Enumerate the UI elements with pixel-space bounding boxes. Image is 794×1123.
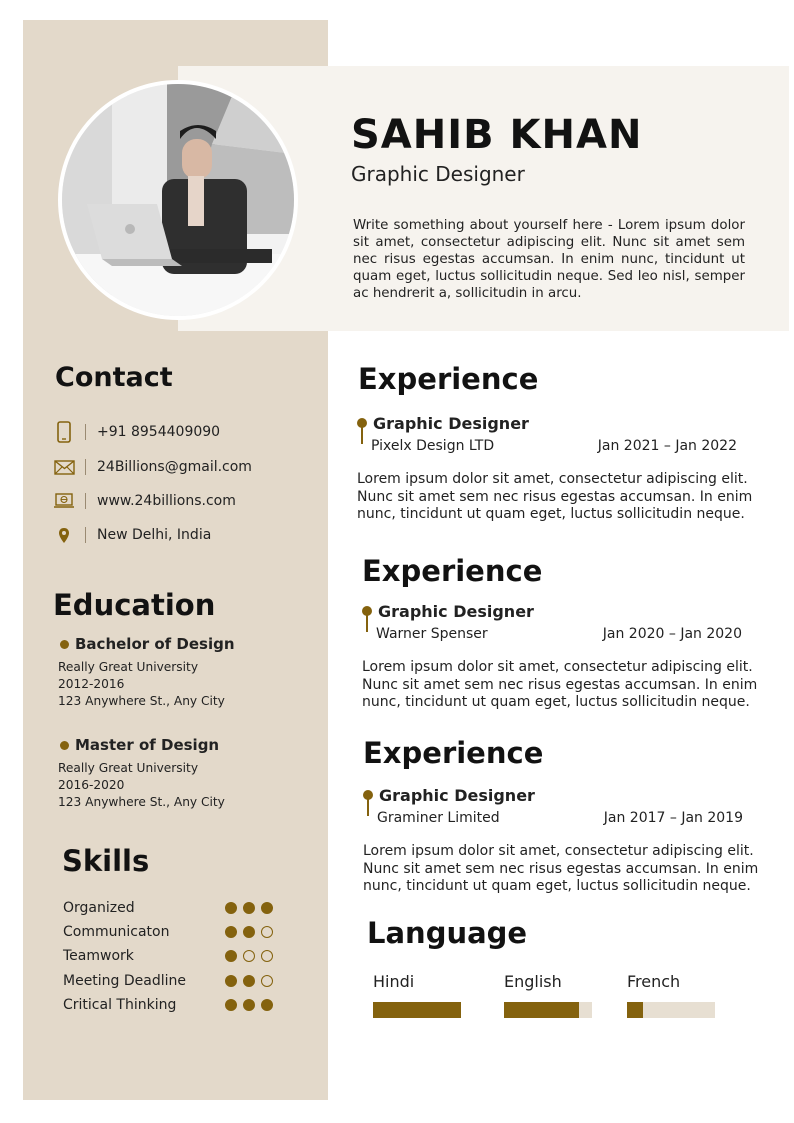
- skill-dot-empty: [261, 950, 273, 962]
- language-name: French: [627, 972, 681, 991]
- education-years: 2012-2016: [58, 677, 125, 691]
- job-dates: Jan 2021 – Jan 2022: [597, 438, 737, 454]
- education-address: 123 Anywhere St., Any City: [58, 694, 225, 708]
- language-level-bar: [373, 1002, 461, 1018]
- candidate-name: SAHIB KHAN: [351, 112, 643, 158]
- company-name: Graminer Limited: [377, 810, 500, 826]
- language-level-fill: [504, 1002, 579, 1018]
- education-degree: Master of Design: [75, 736, 220, 754]
- timeline-marker: [363, 790, 373, 818]
- about-text: Write something about yourself here - Lorem ipsum dolor sit amet, consectetur adipiscing elit. Nunc sit amet sem nec risus egestas accumsan. In enim nunc, tincidunt ut quam eget, luctus sollicitudin neque. Sed leo nisl, semper ac hendrerit a, sollicitudin in arcu.: [353, 218, 745, 301]
- timeline-marker: [357, 418, 367, 446]
- skill-dot-filled: [243, 975, 255, 987]
- company-name: Pixelx Design LTD: [371, 438, 495, 454]
- job-title: Graphic Designer: [373, 414, 529, 433]
- experience-item: [357, 414, 767, 524]
- skill-row: [63, 922, 273, 942]
- skill-dot-empty: [261, 975, 273, 987]
- skill-dot-filled: [225, 999, 237, 1011]
- skill-dot-empty: [261, 926, 273, 938]
- skill-dot-filled: [243, 999, 255, 1011]
- job-description: Lorem ipsum dolor sit amet, consectetur adipiscing elit. Nunc sit amet sem nec risus egestas accumsan. In enim nunc, tincidunt ut quam eget, luctus sollicitudin neque.: [363, 843, 759, 894]
- language-item: [504, 972, 562, 991]
- job-title: Graphic Designer: [378, 602, 534, 621]
- job-description: Lorem ipsum dolor sit amet, consectetur adipiscing elit. Nunc sit amet sem nec risus egestas accumsan. In enim nunc, tincidunt ut quam eget, luctus sollicitudin neque.: [362, 659, 758, 710]
- education-school: Really Great University: [58, 761, 199, 775]
- profile-photo: [58, 80, 298, 320]
- language-name: English: [504, 972, 562, 991]
- mail-icon: [53, 456, 75, 478]
- contact-phone: [53, 420, 220, 444]
- skill-row: [63, 898, 273, 918]
- contact-email-text: 24Billions@gmail.com: [97, 459, 252, 475]
- language-item: [627, 972, 680, 991]
- skills-title: Skills: [62, 844, 150, 878]
- skill-dot-filled: [261, 902, 273, 914]
- contact-location-text: New Delhi, India: [97, 527, 212, 543]
- education-item: [58, 736, 318, 811]
- skill-name: Critical Thinking: [63, 997, 177, 1013]
- web-icon: [53, 490, 75, 512]
- contact-website: [53, 489, 236, 513]
- skill-name: Communicaton: [63, 924, 170, 940]
- location-pin-icon: [53, 524, 75, 546]
- skill-level-dots: [225, 902, 273, 914]
- skill-level-dots: [225, 999, 273, 1011]
- skill-name: Organized: [63, 900, 135, 916]
- education-title: Education: [53, 588, 216, 622]
- language-title: Language: [367, 916, 528, 950]
- skill-dot-filled: [225, 902, 237, 914]
- experience-item: [363, 786, 773, 896]
- experience-item: [362, 602, 772, 712]
- skill-level-dots: [225, 975, 273, 987]
- job-title: Graphic Designer: [379, 786, 535, 805]
- contact-email: [53, 455, 252, 479]
- skill-dot-filled: [225, 975, 237, 987]
- contact-location: [53, 523, 211, 547]
- timeline-marker: [362, 606, 372, 634]
- education-years: 2016-2020: [58, 778, 125, 792]
- job-description: Lorem ipsum dolor sit amet, consectetur adipiscing elit. Nunc sit amet sem nec risus egestas accumsan. In enim nunc, tincidunt ut quam eget, luctus sollicitudin neque.: [357, 471, 753, 522]
- skill-dot-filled: [225, 926, 237, 938]
- skill-dot-filled: [243, 926, 255, 938]
- education-item: [58, 635, 318, 710]
- education-school: Really Great University: [58, 660, 199, 674]
- skill-row: [63, 946, 273, 966]
- language-level-fill: [373, 1002, 461, 1018]
- contact-phone-text: +91 8954409090: [97, 424, 221, 440]
- skill-row: [63, 995, 273, 1015]
- skill-row: [63, 971, 273, 991]
- contact-website-text: www.24billions.com: [97, 493, 236, 509]
- company-name: Warner Spenser: [376, 626, 488, 642]
- skill-dot-empty: [243, 950, 255, 962]
- skill-name: Teamwork: [63, 948, 134, 964]
- job-dates: Jan 2017 – Jan 2019: [603, 810, 743, 826]
- skill-level-dots: [225, 950, 273, 962]
- skill-dot-filled: [243, 902, 255, 914]
- contact-title: Contact: [55, 362, 173, 393]
- experience-title: Experience: [358, 362, 539, 396]
- experience-title: Experience: [362, 554, 543, 588]
- education-address: 123 Anywhere St., Any City: [58, 795, 225, 809]
- skill-level-dots: [225, 926, 273, 938]
- skill-name: Meeting Deadline: [63, 973, 187, 989]
- skill-dot-filled: [261, 999, 273, 1011]
- education-degree: Bachelor of Design: [75, 635, 235, 653]
- language-level-bar: [627, 1002, 715, 1018]
- language-item: [373, 972, 414, 991]
- language-level-bar: [504, 1002, 592, 1018]
- experience-title: Experience: [363, 736, 544, 770]
- language-name: Hindi: [373, 972, 415, 991]
- language-level-fill: [627, 1002, 643, 1018]
- job-dates: Jan 2020 – Jan 2020: [602, 626, 742, 642]
- phone-icon: [53, 421, 75, 443]
- candidate-role: Graphic Designer: [351, 162, 525, 186]
- skill-dot-filled: [225, 950, 237, 962]
